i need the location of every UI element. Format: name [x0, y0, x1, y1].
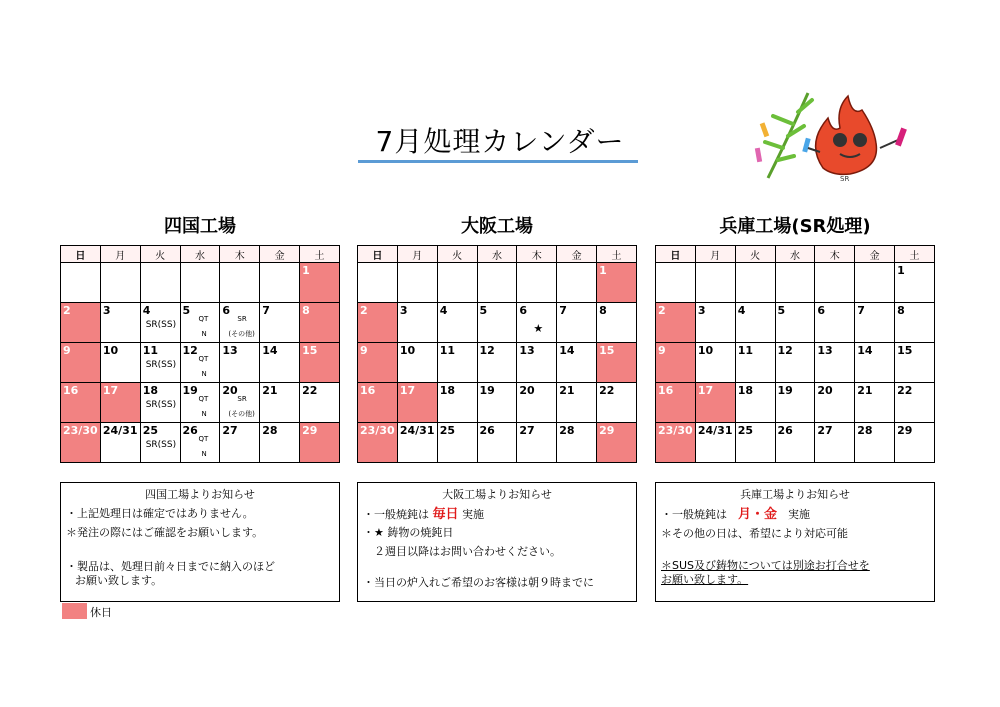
day-number: 20 [817, 384, 833, 397]
day-number: 25 [439, 424, 455, 437]
notice-heading: 兵庫工場よりお知らせ [740, 488, 850, 501]
calendar-hyogo [655, 245, 935, 463]
calendar-day [815, 343, 855, 383]
notice-line: ・上記処理日は確定ではありません。 [66, 507, 254, 520]
calendar-day [557, 343, 597, 383]
notice-line: ＊SUS及び鋳物については別途お打合せを [661, 559, 870, 572]
weekday-header: 火 [437, 246, 477, 263]
calendar-day [557, 423, 597, 463]
day-number: 5 [479, 304, 488, 317]
day-number: 27 [519, 424, 535, 437]
notice-line: ＊その他の日は、希望により対応可能 [661, 527, 848, 540]
calendar-day [397, 423, 437, 463]
weekday-header: 日 [358, 246, 398, 263]
star-icon: ★ [533, 322, 544, 335]
calendar-day [895, 303, 935, 343]
day-number: 6 [519, 304, 528, 317]
calendar-osaka [357, 245, 637, 463]
day-number: 28 [559, 424, 575, 437]
title-underline [358, 160, 638, 163]
day-number: 29 [302, 424, 318, 437]
calendar-day [557, 383, 597, 423]
day-number: 9 [63, 344, 71, 357]
calendar-day [260, 263, 300, 303]
calendar-day [477, 423, 517, 463]
calendar-day-holiday [61, 343, 101, 383]
calendar-day [140, 263, 180, 303]
holiday-legend-label: 休日 [90, 606, 112, 619]
calendar-day [895, 383, 935, 423]
calendar-day [180, 263, 220, 303]
factory-name-shikoku: 四国工場 [164, 216, 236, 237]
notice-text: 実施 [458, 508, 485, 521]
calendar-day [180, 383, 220, 423]
calendar-day-holiday [656, 383, 696, 423]
calendar-day-holiday [300, 423, 340, 463]
calendar-day [517, 423, 557, 463]
calendar-day [477, 343, 517, 383]
calendar-week-row [61, 423, 340, 463]
process-code: SR [237, 315, 247, 323]
calendar-day [220, 303, 260, 343]
calendar-day [895, 423, 935, 463]
day-number: 5 [777, 304, 786, 317]
day-number: 20 [519, 384, 535, 397]
day-number: 17 [399, 384, 416, 397]
notice-heading: 大阪工場よりお知らせ [442, 488, 552, 501]
calendar-day [855, 263, 895, 303]
process-code: QT [198, 435, 209, 443]
day-number: 24/31 [399, 424, 435, 437]
weekday-header: 土 [895, 246, 935, 263]
calendar-day [597, 303, 637, 343]
calendar-day-holiday [300, 263, 340, 303]
day-number: 27 [817, 424, 833, 437]
calendar-day [815, 383, 855, 423]
day-number: 10 [697, 344, 714, 357]
weekday-header: 日 [61, 246, 101, 263]
calendar-day-holiday [300, 303, 340, 343]
process-note: SR(SS) [145, 360, 177, 370]
weekday-header: 火 [735, 246, 775, 263]
day-number: 18 [439, 384, 455, 397]
notice-line: お願い致します。 [75, 574, 163, 587]
day-number: 20 [222, 384, 238, 397]
day-number: 19 [182, 384, 198, 397]
day-number: 4 [439, 304, 448, 317]
calendar-day [477, 263, 517, 303]
calendar-day [735, 423, 775, 463]
day-number: 4 [142, 304, 151, 317]
day-number: 1 [302, 264, 310, 277]
calendar-day [397, 343, 437, 383]
day-number: 6 [222, 304, 231, 317]
process-code: QT [198, 315, 209, 323]
calendar-day [855, 343, 895, 383]
calendar-day-holiday [61, 423, 101, 463]
calendar-day [695, 303, 735, 343]
calendar-week-row [358, 343, 637, 383]
day-number: 23/30 [360, 424, 395, 437]
calendar-week-row [656, 263, 935, 303]
calendar-week-row [61, 383, 340, 423]
flame-mascot-with-bamboo-icon [748, 88, 918, 183]
weekday-header: 金 [260, 246, 300, 263]
calendar-shikoku [60, 245, 340, 463]
notice-text: ・一般焼鈍は [661, 508, 738, 521]
calendar-day-holiday [358, 303, 398, 343]
calendar-day [735, 383, 775, 423]
calendar-day [260, 423, 300, 463]
calendar-day [557, 263, 597, 303]
weekday-header: 木 [517, 246, 557, 263]
calendar-week-row [358, 423, 637, 463]
weekday-header: 月 [695, 246, 735, 263]
weekday-header: 日 [656, 246, 696, 263]
day-number: 16 [658, 384, 674, 397]
calendar-day-holiday [100, 383, 140, 423]
day-number: 16 [360, 384, 376, 397]
process-note: SR(SS) [145, 320, 177, 330]
calendar-day [260, 303, 300, 343]
holiday-legend-swatch [62, 603, 87, 619]
process-code: N [201, 410, 207, 418]
calendar-day [437, 423, 477, 463]
notice-line: ２週目以降はお問い合わせください。 [374, 545, 561, 558]
weekday-header: 月 [100, 246, 140, 263]
calendar-day [100, 303, 140, 343]
day-number: 3 [399, 304, 408, 317]
calendar-day [855, 423, 895, 463]
calendar-day [695, 343, 735, 383]
calendar-day [517, 263, 557, 303]
calendar-day [260, 343, 300, 383]
day-number: 18 [737, 384, 753, 397]
notice-line: ・★ 鋳物の焼鈍日 [363, 526, 454, 539]
day-number: 22 [897, 384, 913, 397]
day-number: 9 [658, 344, 666, 357]
day-number: 12 [777, 344, 793, 357]
calendar-day [397, 303, 437, 343]
calendar-day [775, 303, 815, 343]
day-number: 21 [559, 384, 575, 397]
calendar-day [358, 263, 398, 303]
notice-text: ・一般焼鈍は [363, 508, 433, 521]
day-number: 13 [817, 344, 833, 357]
weekday-header-row [656, 246, 935, 263]
day-number: 17 [697, 384, 714, 397]
day-number: 10 [399, 344, 416, 357]
day-number: 26 [777, 424, 793, 437]
day-number: 26 [479, 424, 495, 437]
day-number: 21 [857, 384, 873, 397]
day-number: 13 [519, 344, 535, 357]
calendar-week-row [61, 343, 340, 383]
calendar-day [477, 303, 517, 343]
calendar-day [557, 303, 597, 343]
calendar-day [437, 303, 477, 343]
svg-text:SR: SR [840, 175, 850, 183]
notice-line: ＊発注の際にはご確認をお願いします。 [66, 526, 264, 539]
day-number: 15 [302, 344, 318, 357]
weekday-header: 木 [220, 246, 260, 263]
process-note: (その他) [228, 330, 255, 338]
day-number: 7 [262, 304, 270, 317]
day-number: 8 [302, 304, 310, 317]
day-number: 29 [599, 424, 615, 437]
notice-shikoku [60, 482, 340, 602]
day-number: 9 [360, 344, 368, 357]
calendar-week-row [358, 383, 637, 423]
calendar-day [775, 263, 815, 303]
calendar-week-row [358, 263, 637, 303]
calendar-day [656, 263, 696, 303]
process-note: (その他) [228, 410, 255, 418]
calendar-day [140, 383, 180, 423]
day-number: 2 [360, 304, 368, 317]
emphasis-text: 月・金 [738, 507, 778, 522]
calendar-day-holiday [656, 423, 696, 463]
process-code: N [201, 330, 207, 338]
calendar-day [397, 263, 437, 303]
calendar-day [815, 423, 855, 463]
calendar-day [100, 343, 140, 383]
calendar-week-row [656, 383, 935, 423]
day-number: 22 [599, 384, 615, 397]
calendar-day-holiday [358, 383, 398, 423]
weekday-header: 火 [140, 246, 180, 263]
calendar-week-row [656, 343, 935, 383]
calendar-day-holiday [695, 383, 735, 423]
day-number: 21 [262, 384, 278, 397]
calendar-day [597, 383, 637, 423]
calendar-day [300, 383, 340, 423]
calendar-day-holiday [397, 383, 437, 423]
calendar-day [695, 423, 735, 463]
weekday-header: 金 [557, 246, 597, 263]
calendar-day [895, 343, 935, 383]
day-number: 14 [559, 344, 575, 357]
calendar-day [100, 263, 140, 303]
day-number: 7 [559, 304, 567, 317]
day-number: 24/31 [102, 424, 138, 437]
calendar-day [775, 343, 815, 383]
day-number: 19 [777, 384, 793, 397]
calendar-day [180, 303, 220, 343]
notice-line: ・製品は、処理日前々日までに納入のほど [66, 560, 275, 573]
factory-name-osaka: 大阪工場 [461, 216, 533, 237]
calendar-day [517, 343, 557, 383]
calendar-day [180, 423, 220, 463]
calendar-day [220, 423, 260, 463]
calendar-day-holiday [61, 303, 101, 343]
calendar-day [775, 383, 815, 423]
calendar-day [815, 263, 855, 303]
day-number: 24/31 [697, 424, 733, 437]
weekday-header: 土 [300, 246, 340, 263]
calendar-week-row [656, 423, 935, 463]
day-number: 12 [182, 344, 198, 357]
emphasis-text: 毎日 [432, 507, 459, 522]
process-code: QT [198, 355, 209, 363]
day-number: 1 [599, 264, 607, 277]
process-note: SR(SS) [145, 440, 177, 450]
day-number: 19 [479, 384, 495, 397]
day-number: 15 [599, 344, 615, 357]
calendar-day [61, 263, 101, 303]
day-number: 12 [479, 344, 495, 357]
notice-line [661, 503, 810, 522]
day-number: 3 [102, 304, 111, 317]
calendar-day-holiday [656, 343, 696, 383]
calendar-day [895, 263, 935, 303]
calendar-day [815, 303, 855, 343]
calendar-week-row [656, 303, 935, 343]
weekday-header: 月 [397, 246, 437, 263]
weekday-header: 水 [477, 246, 517, 263]
day-number: 2 [658, 304, 666, 317]
calendar-day [517, 303, 557, 343]
calendar-day [140, 343, 180, 383]
day-number: 16 [63, 384, 79, 397]
day-number: 25 [737, 424, 753, 437]
day-number: 7 [857, 304, 865, 317]
notice-text: 実施 [777, 508, 811, 521]
weekday-header: 木 [815, 246, 855, 263]
calendar-day [855, 303, 895, 343]
day-number: 3 [697, 304, 706, 317]
calendar-day [220, 263, 260, 303]
day-number: 23/30 [63, 424, 98, 437]
factory-name-hyogo: 兵庫工場(SR処理) [719, 216, 871, 237]
day-number: 14 [262, 344, 278, 357]
notice-hyogo [655, 482, 935, 602]
weekday-header-row [61, 246, 340, 263]
day-number: 5 [182, 304, 191, 317]
calendar-day-holiday [358, 423, 398, 463]
process-code: SR [237, 395, 247, 403]
calendar-day [180, 343, 220, 383]
calendar-day-holiday [300, 343, 340, 383]
calendar-day-holiday [597, 343, 637, 383]
calendar-day-holiday [61, 383, 101, 423]
day-number: 25 [142, 424, 158, 437]
day-number: 11 [737, 344, 753, 357]
notice-line: ・当日の炉入れご希望のお客様は朝９時までに [363, 576, 594, 589]
calendar-day-holiday [358, 343, 398, 383]
day-number: 15 [897, 344, 913, 357]
day-number: 23/30 [658, 424, 693, 437]
notice-line [363, 503, 484, 522]
calendar-day [517, 383, 557, 423]
day-number: 26 [182, 424, 198, 437]
day-number: 28 [262, 424, 278, 437]
weekday-header: 水 [180, 246, 220, 263]
calendar-day [735, 263, 775, 303]
calendar-day [220, 383, 260, 423]
page-title: 7月処理カレンダー [375, 125, 625, 158]
weekday-header: 水 [775, 246, 815, 263]
day-number: 27 [222, 424, 238, 437]
calendar-day-holiday [656, 303, 696, 343]
process-code: QT [198, 395, 209, 403]
notice-heading: 四国工場よりお知らせ [145, 488, 255, 501]
calendar-day [437, 263, 477, 303]
calendar-week-row [358, 303, 637, 343]
day-number: 6 [817, 304, 826, 317]
day-number: 13 [222, 344, 238, 357]
calendar-day [437, 383, 477, 423]
day-number: 2 [63, 304, 71, 317]
day-number: 17 [102, 384, 119, 397]
calendar-day [855, 383, 895, 423]
process-note: SR(SS) [145, 400, 177, 410]
calendar-day [437, 343, 477, 383]
day-number: 8 [897, 304, 905, 317]
day-number: 22 [302, 384, 318, 397]
calendar-day [140, 303, 180, 343]
weekday-header: 金 [855, 246, 895, 263]
process-code: N [201, 450, 207, 458]
weekday-header-row [358, 246, 637, 263]
process-code: N [201, 370, 207, 378]
calendar-day [140, 423, 180, 463]
calendar-day [260, 383, 300, 423]
calendar-day [735, 343, 775, 383]
day-number: 1 [897, 264, 905, 277]
calendar-day-holiday [597, 423, 637, 463]
notice-osaka [357, 482, 637, 602]
weekday-header: 土 [597, 246, 637, 263]
day-number: 4 [737, 304, 746, 317]
calendar-day [775, 423, 815, 463]
calendar-day [477, 383, 517, 423]
day-number: 29 [897, 424, 913, 437]
calendar-day [100, 423, 140, 463]
day-number: 18 [142, 384, 158, 397]
calendar-day [220, 343, 260, 383]
day-number: 14 [857, 344, 873, 357]
calendar-day-holiday [597, 263, 637, 303]
day-number: 11 [439, 344, 455, 357]
calendar-day [695, 263, 735, 303]
day-number: 8 [599, 304, 607, 317]
day-number: 10 [102, 344, 119, 357]
calendar-week-row [61, 303, 340, 343]
calendar-day [735, 303, 775, 343]
day-number: 11 [142, 344, 158, 357]
day-number: 28 [857, 424, 873, 437]
notice-line: お願い致します。 [661, 573, 749, 586]
calendar-week-row [61, 263, 340, 303]
